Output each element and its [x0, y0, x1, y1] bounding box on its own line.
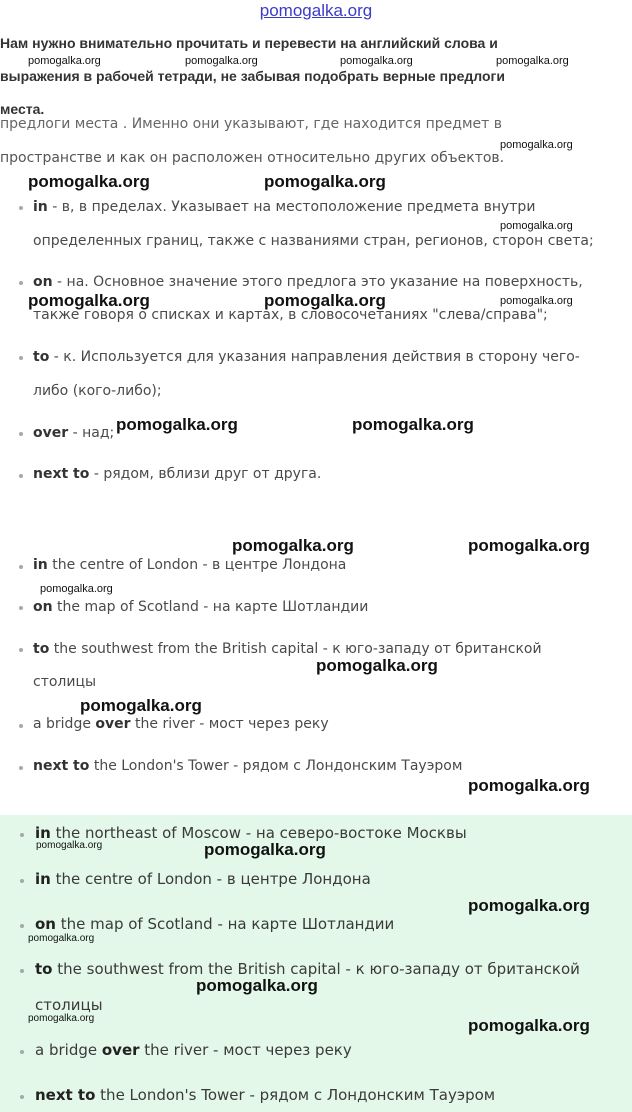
- example-item: in the centre of London - в центре Лондона: [33, 557, 347, 573]
- watermark: pomogalka.org: [196, 976, 318, 995]
- watermark: pomogalka.org: [264, 172, 386, 191]
- answer-item: in the northeast of Moscow - на северо-востоке Москвы: [35, 824, 467, 842]
- watermark: pomogalka.org: [340, 55, 413, 67]
- bullet: [19, 648, 23, 652]
- bullet: [19, 206, 23, 210]
- watermark: pomogalka.org: [28, 1013, 95, 1024]
- bullet: [19, 281, 23, 285]
- watermark: pomogalka.org: [496, 55, 569, 67]
- watermark: pomogalka.org: [40, 583, 113, 595]
- answer-item: to the southwest from the British capital - к юго-западу от британской: [35, 960, 580, 978]
- watermark: pomogalka.org: [80, 696, 202, 715]
- watermark: pomogalka.org: [468, 896, 590, 915]
- bullet: [19, 565, 23, 569]
- bullet: [20, 969, 24, 973]
- answer-item: on the map of Scotland - на карте Шотландии: [35, 915, 395, 933]
- preposition-item: next to - рядом, вблизи друг от друга.: [33, 466, 322, 482]
- watermark: pomogalka.org: [500, 139, 573, 151]
- watermark: pomogalka.org: [468, 1016, 590, 1035]
- example-item: a bridge over the river - мост через реку: [33, 716, 329, 732]
- bullet: [19, 356, 23, 360]
- bullet: [19, 724, 23, 728]
- answer-item: in the centre of London - в центре Лондона: [35, 870, 371, 888]
- watermark: pomogalka.org: [316, 656, 438, 675]
- watermark: pomogalka.org: [500, 295, 573, 307]
- site-header-link[interactable]: pomogalka.org: [259, 1, 373, 20]
- watermark: pomogalka.org: [204, 840, 326, 859]
- bullet: [20, 924, 24, 928]
- watermark: pomogalka.org: [28, 291, 150, 310]
- watermark: pomogalka.org: [28, 55, 101, 67]
- bullet: [19, 766, 23, 770]
- watermark: pomogalka.org: [264, 291, 386, 310]
- watermark: pomogalka.org: [36, 840, 103, 851]
- watermark: pomogalka.org: [116, 415, 238, 434]
- intro-line-2: пространстве и как он расположен относительно других объектов.: [0, 150, 505, 166]
- answer-item-continuation: столицы: [35, 996, 103, 1014]
- heading-line-3: места.: [0, 101, 45, 117]
- watermark: pomogalka.org: [500, 220, 573, 232]
- watermark: pomogalka.org: [352, 415, 474, 434]
- bullet: [20, 1050, 24, 1054]
- heading-line-2: выражения в рабочей тетради, не забывая подобрать верные предлоги: [0, 68, 505, 84]
- preposition-item: on - на. Основное значение этого предлога это указание на поверхность,: [33, 274, 583, 290]
- example-item: on the map of Scotland - на карте Шотландии: [33, 599, 369, 615]
- watermark: pomogalka.org: [468, 776, 590, 795]
- example-item: next to the London's Tower - рядом с Лондонским Тауэром: [33, 758, 463, 774]
- heading-line-1: Нам нужно внимательно прочитать и перевести на английский слова и: [0, 35, 498, 51]
- intro-line-1: предлоги места . Именно они указывают, где находится предмет в: [0, 116, 502, 132]
- preposition-item: over - над;: [33, 425, 115, 441]
- example-item: to the southwest from the British capital - к юго-западу от британской: [33, 641, 542, 657]
- bullet: [20, 1095, 24, 1099]
- preposition-item-continuation: определенных границ, также с названиями стран, регионов, сторон света;: [33, 233, 594, 249]
- example-item-continuation: столицы: [33, 674, 97, 690]
- answer-item: a bridge over the river - мост через реку: [35, 1041, 352, 1059]
- bullet: [20, 833, 24, 837]
- bullet: [19, 474, 23, 478]
- bullet: [19, 606, 23, 610]
- watermark: pomogalka.org: [468, 536, 590, 555]
- preposition-item-continuation: либо (кого-либо);: [33, 383, 162, 399]
- watermark: pomogalka.org: [28, 172, 150, 191]
- watermark: pomogalka.org: [28, 933, 95, 944]
- preposition-item-continuation: также говоря о списках и картах, в словосочетаниях "слева/справа";: [33, 307, 548, 323]
- preposition-item: to - к. Используется для указания направления действия в сторону чего-: [33, 349, 580, 365]
- bullet: [19, 432, 23, 436]
- answer-item: next to the London's Tower - рядом с Лондонским Тауэром: [35, 1086, 496, 1104]
- bullet: [20, 879, 24, 883]
- watermark: pomogalka.org: [232, 536, 354, 555]
- preposition-item: in - в, в пределах. Указывает на местоположение предмета внутри: [33, 199, 536, 215]
- watermark: pomogalka.org: [185, 55, 258, 67]
